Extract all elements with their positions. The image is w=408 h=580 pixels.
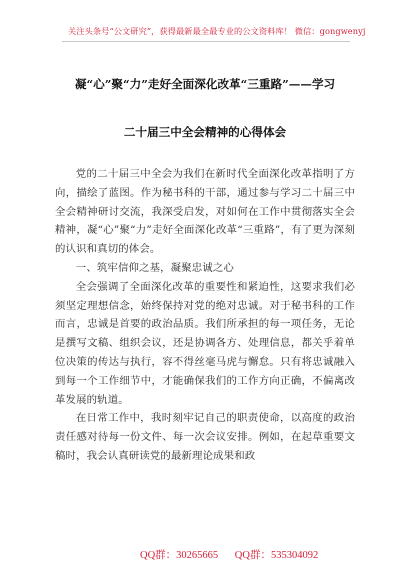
- section-1-paragraph-1: 全会强调了全面深化改革的重要性和紧迫性，这要求我们必须坚定理想信念，始终保持对党的绝对忠诚。对于秘书科的工作而言，忠诚是首要的政治品质。我们所承担的每一项任务，无论是撰写文稿、组织会议，还是协调各方、处理信息，都关乎着单位决策的传达与执行，容不得丝毫马虎与懈怠。只有将忠诚融入到每一个工作细节中，才能确保我们的工作方向正确，不偏离改革发展的轨道。: [55, 280, 355, 406]
- footer-contact: [140, 547, 332, 562]
- intro-paragraph: 党的二十届三中全会为我们在新时代全面深化改革指明了方向，描绘了蓝图。作为秘书科的干部，通过参与学习二十届三中全会精神研讨交流，我深受启发，对如何在工作中贯彻落实全会精神，凝“心”聚“力”走好全面深化改革“三重路”，有了更为深刻的认识和真切的体会。: [55, 168, 355, 256]
- document-title-line-1: 凝“心”聚“力”走好全面深化改革“三重路”——学习: [74, 77, 336, 91]
- header-banner: 关注头条号“公文研究”，获得最新最全最专业的公文资料库！ 微信：gongwenyj: [68, 26, 366, 36]
- footer-qq-group-2: QQ群：535304092: [234, 550, 319, 561]
- section-1-heading: 一、筑牢信仰之基，凝聚忠诚之心: [75, 261, 234, 274]
- document-body: [55, 165, 355, 466]
- document-title-line-2: 二十届三中全会精神的心得体会: [123, 125, 287, 139]
- header-divider: [62, 41, 350, 42]
- section-1-paragraph-2: 在日常工作中，我时刻牢记自己的职责使命，以高度的政治责任感对待每一份文件、每一次会议安排。例如，在起草重要文稿时，我会认真研读党的最新理论成果和政: [55, 412, 355, 462]
- footer-qq-group-1: QQ群：30265665: [140, 550, 219, 561]
